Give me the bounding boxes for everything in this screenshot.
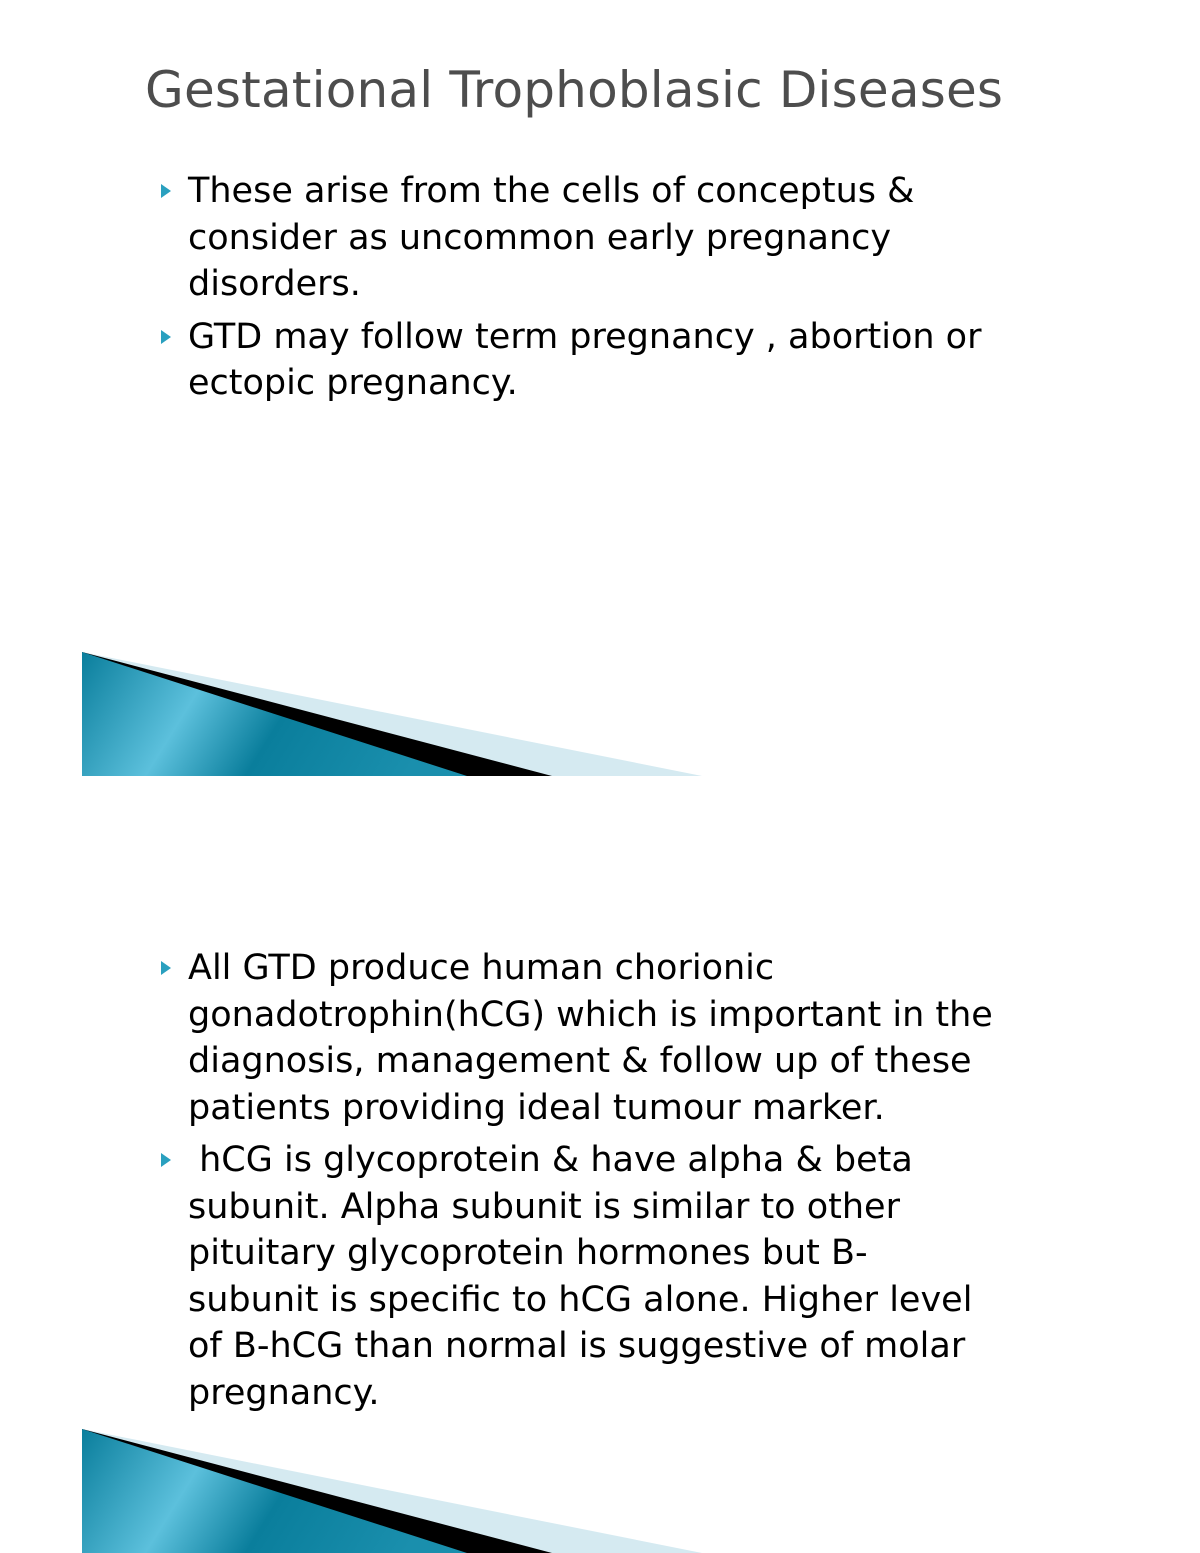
bullet-text-line: disorders. (188, 264, 361, 304)
bullet-item (155, 168, 1075, 308)
corner-wedge-decoration (82, 1429, 702, 1553)
bullet-text-line: GTD may follow term pregnancy , abortion or (188, 316, 982, 357)
bullet-text-line: hCG is glycoprotein & have alpha & beta (188, 1140, 913, 1180)
bullet-text-line: consider as uncommon early pregnancy (188, 217, 892, 258)
bullet-text-line: subunit. Alpha subunit is similar to other (188, 1186, 900, 1227)
bullet-text-line: These arise from the cells of conceptus & (188, 171, 915, 211)
slide-title: Gestational Trophoblasic Diseases (145, 61, 1004, 119)
triangle-bullet-icon (161, 961, 171, 975)
triangle-bullet-icon (161, 330, 171, 344)
bullet-text-line: subunit is specific to hCG alone. Higher level (188, 1279, 973, 1320)
bullet-text-line: patients providing ideal tumour marker. (188, 1087, 885, 1128)
bullet-text-line: ectopic pregnancy. (188, 363, 518, 403)
bullet-text-line: All GTD produce human chorionic (188, 948, 775, 988)
bullet-item (155, 945, 1075, 1131)
bullet-text-line: pituitary glycoprotein hormones but B- (188, 1233, 868, 1273)
bullet-text-line: pregnancy. (188, 1372, 380, 1413)
bullet-item (155, 1137, 1075, 1416)
triangle-bullet-icon (161, 1153, 171, 1167)
bullet-item (155, 314, 1075, 407)
bullet-text-line: of B-hCG than normal is suggestive of molar (188, 1326, 966, 1366)
triangle-bullet-icon (161, 184, 171, 198)
bullet-text-line: gonadotrophin(hCG) which is important in the (188, 994, 993, 1035)
bullet-text-line: diagnosis, management & follow up of these (188, 1041, 972, 1081)
slide1-bullet-list (155, 168, 1075, 413)
slide2-bullet-list (155, 945, 1075, 1422)
corner-wedge-decoration (82, 652, 702, 776)
